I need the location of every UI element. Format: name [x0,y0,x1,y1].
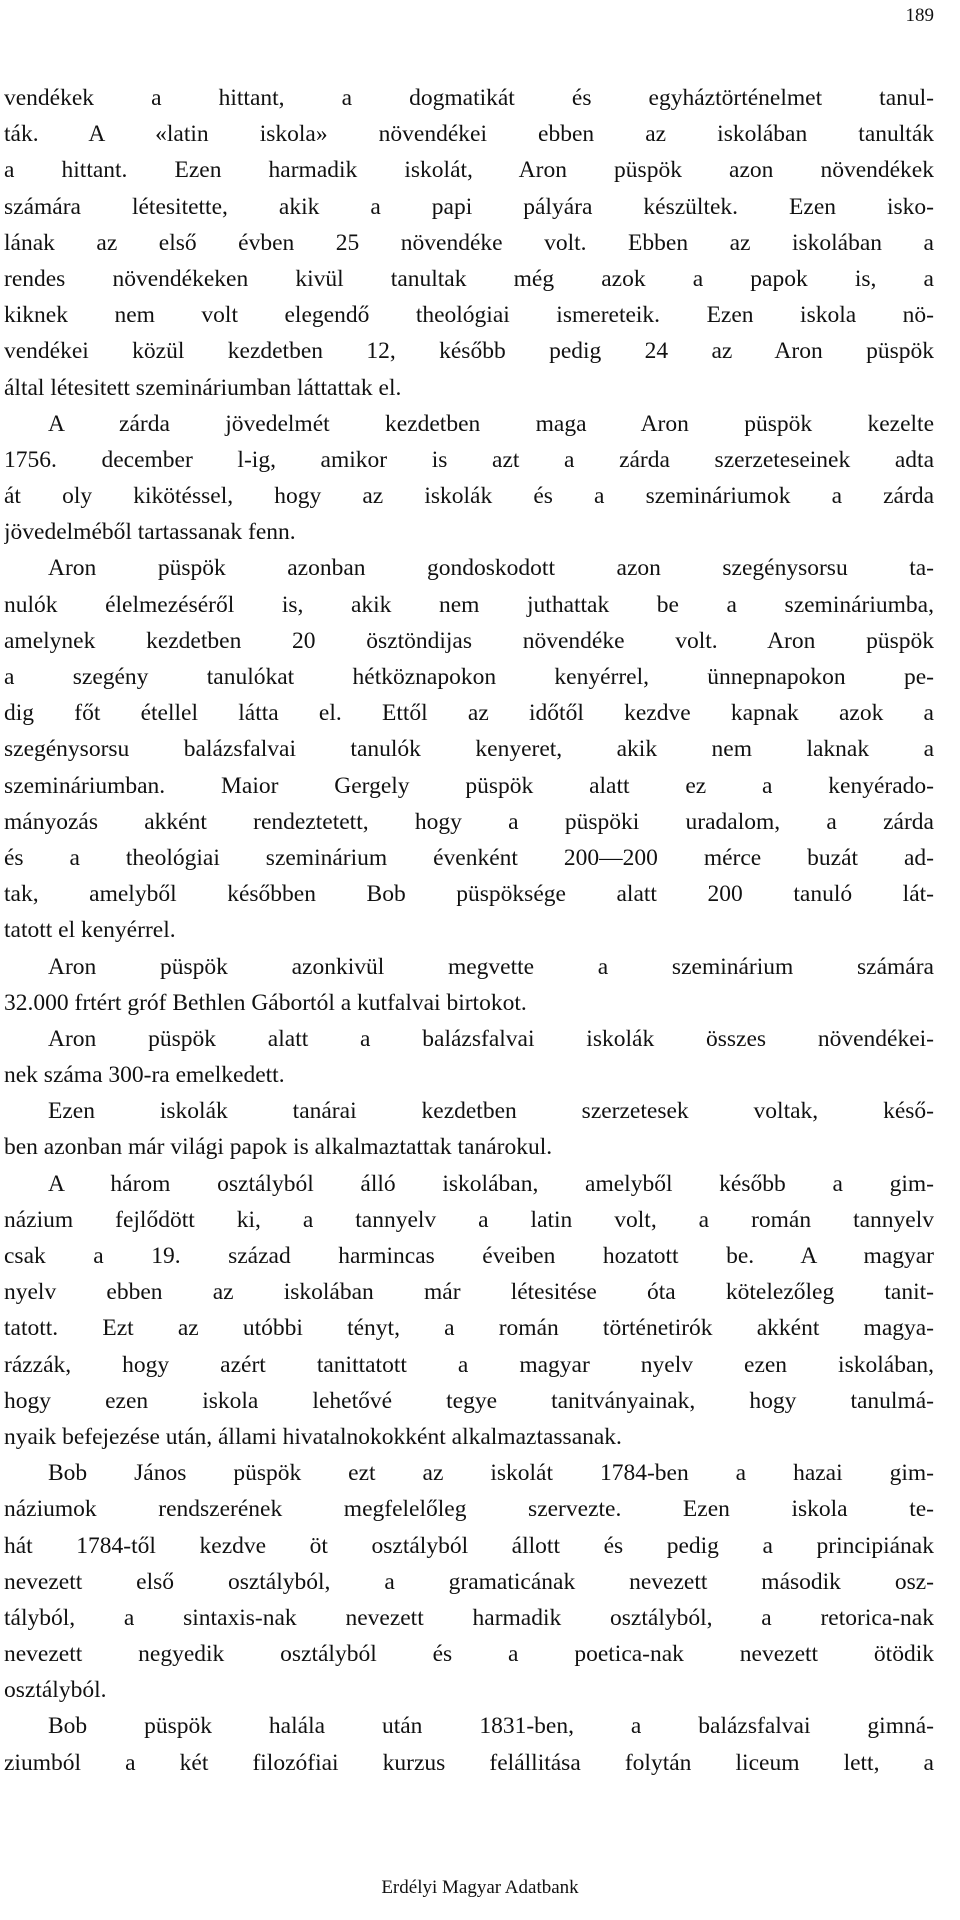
text-line: a hittant. Ezen harmadik iskolát, Aron püspök azon növendékek [4,157,934,184]
text-line: szemináriumban. Maior Gergely püspök alatt ez a kenyérado- [4,772,934,799]
body-text [4,80,934,1781]
text-line: jövedelméből tartassanak fenn. [4,519,296,546]
text-line: Bob János püspök ezt az iskolát 1784-ben a hazai gim- [48,1460,934,1487]
text-line: számára létesitette, akik a papi pályára készültek. Ezen isko- [4,193,934,220]
text-line: nevezett első osztályból, a gramaticának nevezett második osz- [4,1568,934,1595]
text-line: rázzák, hogy azért tanittatott a magyar nyelv ezen iskolában, [4,1351,934,1378]
text-line: tatott. Ezt az utóbbi tényt, a román történetirók akként magya- [4,1315,934,1342]
text-line: ben azonban már világi papok is alkalmaztattak tanárokul. [4,1134,553,1161]
text-line: a szegény tanulókat hétköznapokon kenyérrel, ünnepnapokon pe- [4,664,934,690]
text-line: nyaik befejezése után, állami hivatalnokokként alkalmaztassanak. [4,1423,622,1450]
text-line: tatott el kenyérrel. [4,917,176,944]
text-line: nevezett negyedik osztályból és a poetica-nak nevezett ötödik [4,1641,934,1668]
text-line: amelynek kezdetben 20 ösztöndijas növendéke volt. Aron püspök [4,627,934,654]
text-line: Bob püspök halála után 1831-ben, a balázsfalvai gimná- [48,1713,934,1740]
text-line: nulók élelmezéséről is, akik nem juthattak be a szemináriumba, [4,591,934,618]
text-line: vendékei közül kezdetben 12, később pedig 24 az Aron püspök [4,338,934,365]
text-line: tályból, a sintaxis-nak nevezett harmadik osztályból, a retorica-nak [4,1604,934,1631]
text-line: nyelv ebben az iskolában már létesitése óta kötelezőleg tanit- [4,1279,934,1306]
text-line: ziumból a két filozófiai kurzus felállitása folytán liceum lett, a [4,1749,934,1776]
page-number: 189 [905,5,934,26]
text-line: 32.000 frtért gróf Bethlen Gábortól a kutfalvai birtokot. [4,989,527,1016]
text-line: tak, amelyből későbben Bob püspöksége alatt 200 tanuló lát- [4,881,934,908]
text-line: hogy ezen iskola lehetővé tegye tanitványainak, hogy tanulmá- [4,1387,934,1414]
text-line: lának az első évben 25 növendéke volt. Ebben az iskolában a [4,229,934,256]
text-line: A zárda jövedelmét kezdetben maga Aron püspök kezelte [48,410,934,437]
text-line: 1756. december l-ig, amikor is azt a zárda szerzeteseinek adta [4,446,934,473]
text-line: Aron püspök azonkivül megvette a szeminárium számára [48,953,934,980]
text-line: náziumok rendszerének megfelelőleg szervezte. Ezen iskola te- [4,1496,934,1523]
text-line: Ezen iskolák tanárai kezdetben szerzetesek voltak, késő- [48,1098,934,1125]
text-line: osztályból. [4,1677,107,1704]
text-line: hát 1784-től kezdve öt osztályból állott és pedig a principiának [4,1532,934,1559]
text-line: át oly kikötéssel, hogy az iskolák és a szemináriumok a zárda [4,483,934,510]
text-line: názium fejlődött ki, a tannyelv a latin volt, a román tannyelv [4,1206,934,1233]
text-line: rendes növendékeken kivül tanultak még azok a papok is, a [4,265,934,292]
text-line: nek száma 300-ra emelkedett. [4,1062,285,1089]
text-line: dig főt étellel látta el. Ettől az időtől kezdve kapnak azok a [4,700,934,727]
footer-watermark: Erdélyi Magyar Adatbank [381,1877,579,1898]
text-line: szegénysorsu balázsfalvai tanulók kenyeret, akik nem laknak a [4,736,934,763]
text-line: Aron püspök azonban gondoskodott azon szegénysorsu ta- [48,555,934,582]
text-line: kiknek nem volt elegendő theológiai ismereteik. Ezen iskola nö- [4,302,934,329]
text-line: csak a 19. század harmincas éveiben hozatott be. A magyar [4,1243,934,1269]
text-line: A három osztályból álló iskolában, amelyből később a gim- [48,1170,934,1197]
text-line: vendékek a hittant, a dogmatikát és egyháztörténelmet tanul- [4,85,934,111]
text-line: Aron püspök alatt a balázsfalvai iskolák összes növendékei- [48,1025,934,1052]
text-line: ták. A «latin iskola» növendékei ebben az iskolában tanulták [4,121,934,148]
text-line: és a theológiai szeminárium évenként 200—200 mérce buzát ad- [4,844,934,871]
text-line: mányozás akként rendeztetett, hogy a püspöki uradalom, a zárda [4,808,934,835]
text-line: által létesitett szemináriumban láttattak el. [4,374,402,401]
